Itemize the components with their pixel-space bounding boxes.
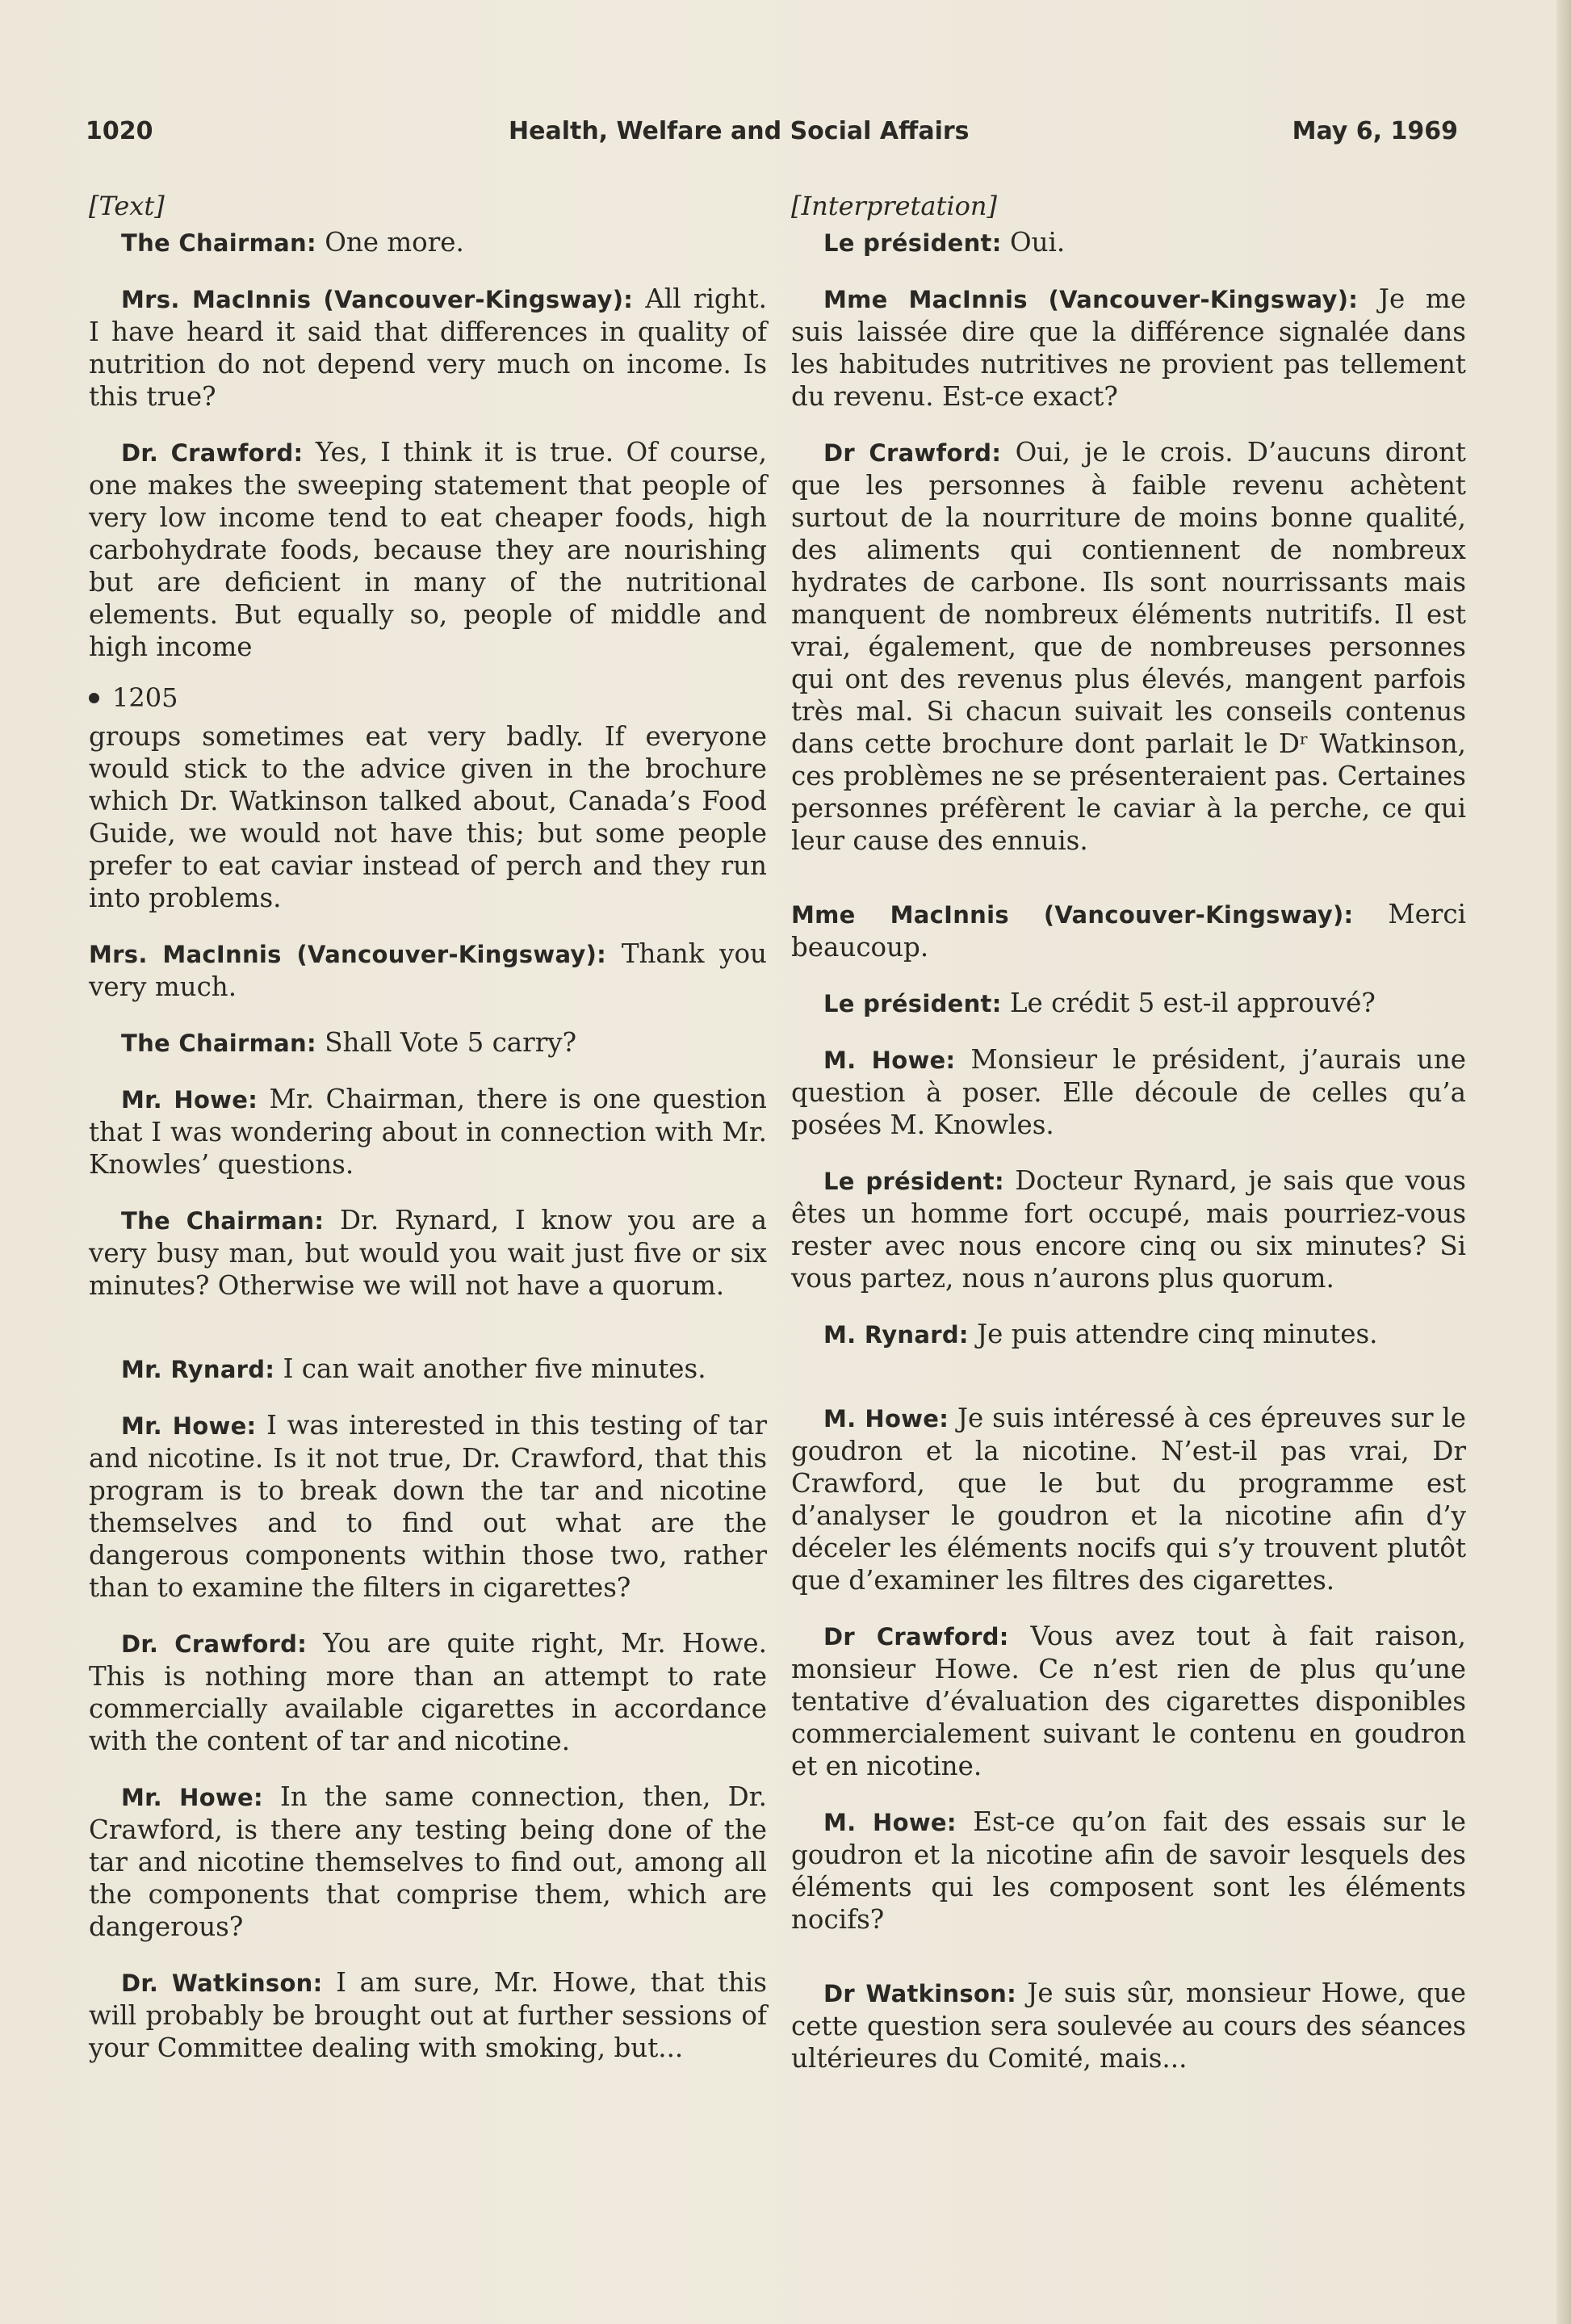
speech-paragraph-continued: [89, 720, 767, 914]
speech-paragraph: [791, 1977, 1466, 2074]
speech-paragraph: [89, 1204, 767, 1302]
speech-text: Je suis intéressé à ces épreuves sur le goudron et la nicotine. N’est-il pas vrai, Dr Crawford, que le but du programme est d’analyser le goudron et la nicotine afin d’y déceler les éléments nocifs qui s’y trouvent plutôt que d’examiner les filtres des cigarettes.: [791, 1403, 1466, 1596]
speech-paragraph: [89, 283, 767, 413]
running-header: [86, 117, 1458, 157]
speaker-name: Mr. Howe:: [121, 1086, 258, 1114]
speech-paragraph: [89, 1627, 767, 1757]
speech-text: I am sure, Mr. Howe, that this will probably be brought out at further sessions of your Committee dealing with smoking, but...: [89, 1967, 767, 2063]
speech-paragraph: [791, 283, 1466, 413]
speaker-name: Mr. Howe:: [121, 1412, 257, 1440]
time-marker-text: 1205: [112, 682, 178, 713]
speech-text: Monsieur le président, j’aurais une question à poser. Elle découle de celles qu’a posées M. Knowles.: [791, 1044, 1466, 1140]
speaker-name: M. Howe:: [823, 1809, 957, 1836]
speech-text: Oui, je le crois. D’aucuns diront que les personnes à faible revenu achètent surtout de la nourriture de moins bonne qualité, des aliments qui contiennent de nombreux hydrates de carbone. Ils sont nourrissants mais manquent de nombreux éléments nutritifs. Il est vrai, également, que de nombreuses personnes qui ont des revenus plus élevés, mangent parfois très mal. Si chacun suivait les conseils contenus dans cette brochure dont parlait le Dʳ Watkinson, ces problèmes ne se présenteraient pas. Certaines personnes préfèrent le caviar à la perche, ce qui leur cause des ennuis.: [791, 437, 1466, 856]
speaker-name: Dr. Crawford:: [121, 1630, 308, 1658]
speech-paragraph: [791, 1043, 1466, 1141]
speech-paragraph: [791, 898, 1466, 963]
speech-text: One more.: [325, 227, 464, 258]
speaker-name: The Chairman:: [121, 1207, 325, 1235]
speech-text: You are quite right, Mr. Howe. This is nothing more than an attempt to rate commercially available cigarettes in accordance with the content of tar and nicotine.: [89, 1628, 767, 1756]
speech-text: In the same connection, then, Dr. Crawford, is there any testing being done of the tar and nicotine themselves to find out, among all the components that comprise them, which are dangerous?: [89, 1781, 767, 1942]
speech-paragraph: [791, 1620, 1466, 1782]
speaker-name: M. Howe:: [823, 1405, 949, 1433]
header-title: Health, Welfare and Social Affairs: [509, 117, 970, 145]
speech-paragraph: [89, 226, 767, 259]
speech-text: Je puis attendre cinq minutes.: [977, 1319, 1378, 1349]
time-marker: [89, 680, 767, 715]
spacer: [791, 1374, 1466, 1402]
speech-paragraph: [89, 1781, 767, 1943]
spacer: [89, 1325, 767, 1353]
speaker-name: Dr Crawford:: [823, 1623, 1009, 1651]
speaker-name: Le président:: [823, 1168, 1004, 1195]
speech-paragraph: [89, 1353, 767, 1386]
speaker-name: Mme MacInnis (Vancouver-Kingsway):: [823, 286, 1359, 313]
speaker-name: Dr. Watkinson:: [121, 1970, 323, 1997]
speaker-name: M. Howe:: [823, 1047, 956, 1074]
speech-text: Le crédit 5 est-il approuvé?: [1009, 988, 1376, 1018]
english-column: [89, 187, 767, 2087]
bullet-icon: [89, 693, 99, 703]
speech-paragraph: [791, 987, 1466, 1020]
speech-text: Docteur Rynard, je sais que vous êtes un homme fort occupé, mais pourriez-vous rester avec nous encore cinq ou six minutes? Si vous partez, nous n’aurons plus quorum.: [791, 1165, 1466, 1294]
speech-paragraph: [89, 436, 767, 663]
speaker-name: Mr. Rynard:: [121, 1356, 275, 1383]
speaker-name: Dr Watkinson:: [823, 1980, 1017, 2007]
speech-text: Je suis sûr, monsieur Howe, que cette question sera soulevée au cours des séances ultérieures du Comité, mais...: [791, 1978, 1466, 2074]
speech-paragraph: [89, 1083, 767, 1181]
speech-paragraph: [89, 1966, 767, 2064]
speech-text: Vous avez tout à fait raison, monsieur Howe. Ce n’est rien de plus qu’une tentative d’évaluation des cigarettes disponibles commercialement suivant le contenu en goudron et en nicotine.: [791, 1621, 1466, 1781]
speech-text: groups sometimes eat very badly. If everyone would stick to the advice given in the brochure which Dr. Watkinson talked about, Canada’s Food Guide, we would not have this; but some people prefer to eat caviar instead of perch and they run into problems.: [89, 721, 767, 913]
speaker-name: Le président:: [823, 229, 1002, 257]
speech-text: Shall Vote 5 carry?: [325, 1027, 577, 1058]
speech-text: I can wait another five minutes.: [283, 1353, 706, 1384]
speech-paragraph: [791, 226, 1466, 259]
speaker-name: The Chairman:: [121, 1030, 316, 1057]
page-spine-shadow: [1556, 0, 1571, 2324]
speech-text: Dr. Rynard, I know you are a very busy man, but would you wait just five or six minutes? Otherwise we will not have a quorum.: [89, 1205, 767, 1301]
speech-paragraph: [89, 1409, 767, 1604]
speech-paragraph: [791, 436, 1466, 857]
spacer: [791, 880, 1466, 898]
speaker-name: M. Rynard:: [823, 1321, 969, 1349]
speaker-name: Mrs. MacInnis (Vancouver-Kingsway):: [121, 286, 634, 313]
french-column: [791, 187, 1466, 2098]
speaker-name: Mrs. MacInnis (Vancouver-Kingsway):: [89, 941, 607, 968]
speech-paragraph: [791, 1318, 1466, 1351]
speaker-name: Mme MacInnis (Vancouver-Kingsway):: [791, 901, 1354, 929]
speech-text: Mr. Chairman, there is one question that I was wondering about in connection with Mr. Knowles’ questions.: [89, 1084, 767, 1180]
speaker-name: Dr Crawford:: [823, 439, 1002, 467]
speaker-name: Mr. Howe:: [121, 1784, 263, 1811]
speech-paragraph: [89, 938, 767, 1003]
speaker-name: Le président:: [823, 990, 1002, 1017]
speech-text: Oui.: [1009, 227, 1066, 258]
speech-paragraph: [791, 1402, 1466, 1596]
speech-text: I was interested in this testing of tar and nicotine. Is it not true, Dr. Crawford, that this program is to break down the tar and nicotine themselves and to find out what are the dangerous components within those two, rather than to examine the filters in cigarettes?: [89, 1410, 767, 1603]
speech-text: Merci beaucoup.: [791, 899, 1466, 963]
speech-text: Est-ce qu’on fait des essais sur le goudron et la nicotine afin de savoir lesquels des éléments qui les composent sont les éléments nocifs?: [791, 1806, 1466, 1935]
header-date: May 6, 1969: [1292, 117, 1458, 145]
column-label: [Text]: [89, 191, 165, 221]
speech-paragraph: [791, 1164, 1466, 1294]
spacer: [791, 1959, 1466, 1977]
speech-paragraph: [791, 1806, 1466, 1936]
speech-paragraph: [89, 1026, 767, 1059]
speaker-name: The Chairman:: [121, 229, 316, 257]
page-number: 1020: [86, 117, 153, 145]
speech-text: Je me suis laissée dire que la différence signalée dans les habitudes nutritives ne provient pas tellement du revenu. Est-ce exact?: [791, 283, 1466, 412]
speech-text: Yes, I think it is true. Of course, one makes the sweeping statement that people of very low income tend to eat cheaper foods, high carbohydrate foods, because they are nourishing but are deficient in many of the nutritional elements. But equally so, people of middle and high income: [89, 437, 767, 662]
speech-text: All right. I have heard it said that differences in quality of nutrition do not depend very much on income. Is this true?: [89, 283, 767, 412]
speaker-name: Dr. Crawford:: [121, 439, 304, 467]
speech-text: Thank you very much.: [89, 938, 767, 1002]
column-label: [Interpretation]: [791, 191, 997, 221]
